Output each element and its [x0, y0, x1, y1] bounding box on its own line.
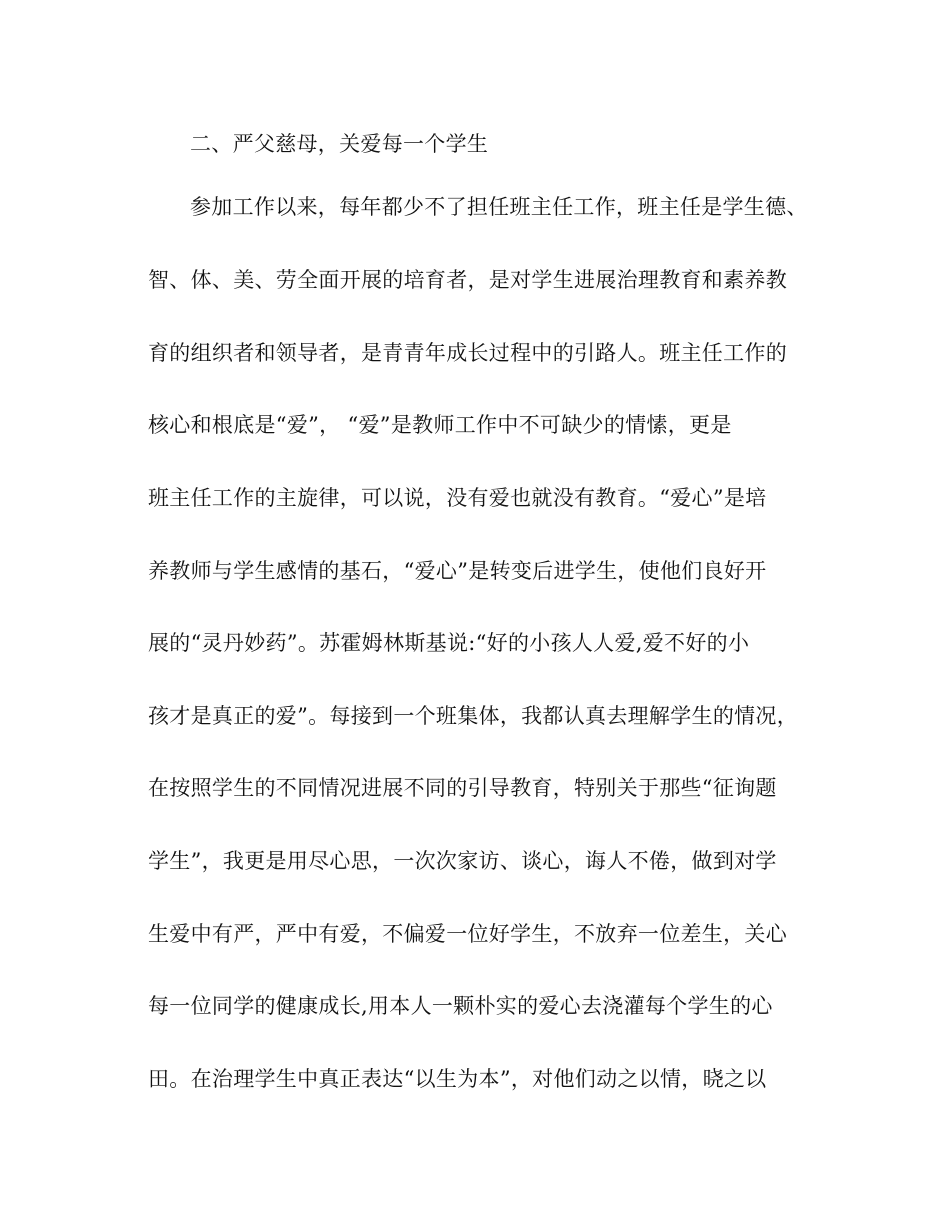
paragraph-line: 在按照学生的不同情况进展不同的引导教育，特别关于那些“征询题: [148, 776, 777, 800]
paragraph-line: 班主任工作的主旋律，可以说，没有爱也就没有教育。“爱心”是培: [148, 486, 767, 510]
paragraph-line: 育的组织者和领导者，是青青年成长过程中的引路人。班主任工作的: [148, 341, 787, 365]
paragraph-line: 核心和根底是“爱”， “爱”是教师工作中不可缺少的情愫，更是: [148, 413, 732, 437]
paragraph-line: 智、体、美、劳全面开展的培育者，是对学生进展治理教育和素养教: [148, 268, 787, 292]
paragraph-line: 每一位同学的健康成长,用本人一颗朴实的爱心去浇灌每个学生的心: [148, 994, 773, 1018]
paragraph-line: 生爱中有严，严中有爱，不偏爱一位好学生，不放弃一位差生，关心: [148, 922, 787, 946]
paragraph-line: 田。在治理学生中真正表达“以生为本”，对他们动之以情，晓之以: [148, 1067, 767, 1091]
paragraph-line: 养教师与学生感情的基石，“爱心”是转变后进学生，使他们良好开: [148, 559, 767, 583]
paragraph-line: 参加工作以来，每年都少不了担任班主任工作，班主任是学生德、: [190, 195, 808, 219]
paragraph-line: 展的“灵丹妙药”。苏霍姆林斯基说:“好的小孩人人爱,爱不好的小: [148, 631, 750, 655]
paragraph-line: 学生”，我更是用尽心思，一次次家访、谈心，诲人不倦，做到对学: [148, 849, 777, 873]
paragraph-line: 孩才是真正的爱”。每接到一个班集体，我都认真去理解学生的情况，: [148, 704, 799, 728]
section-heading: 二、严父慈母，关爱每一个学生: [190, 132, 489, 156]
